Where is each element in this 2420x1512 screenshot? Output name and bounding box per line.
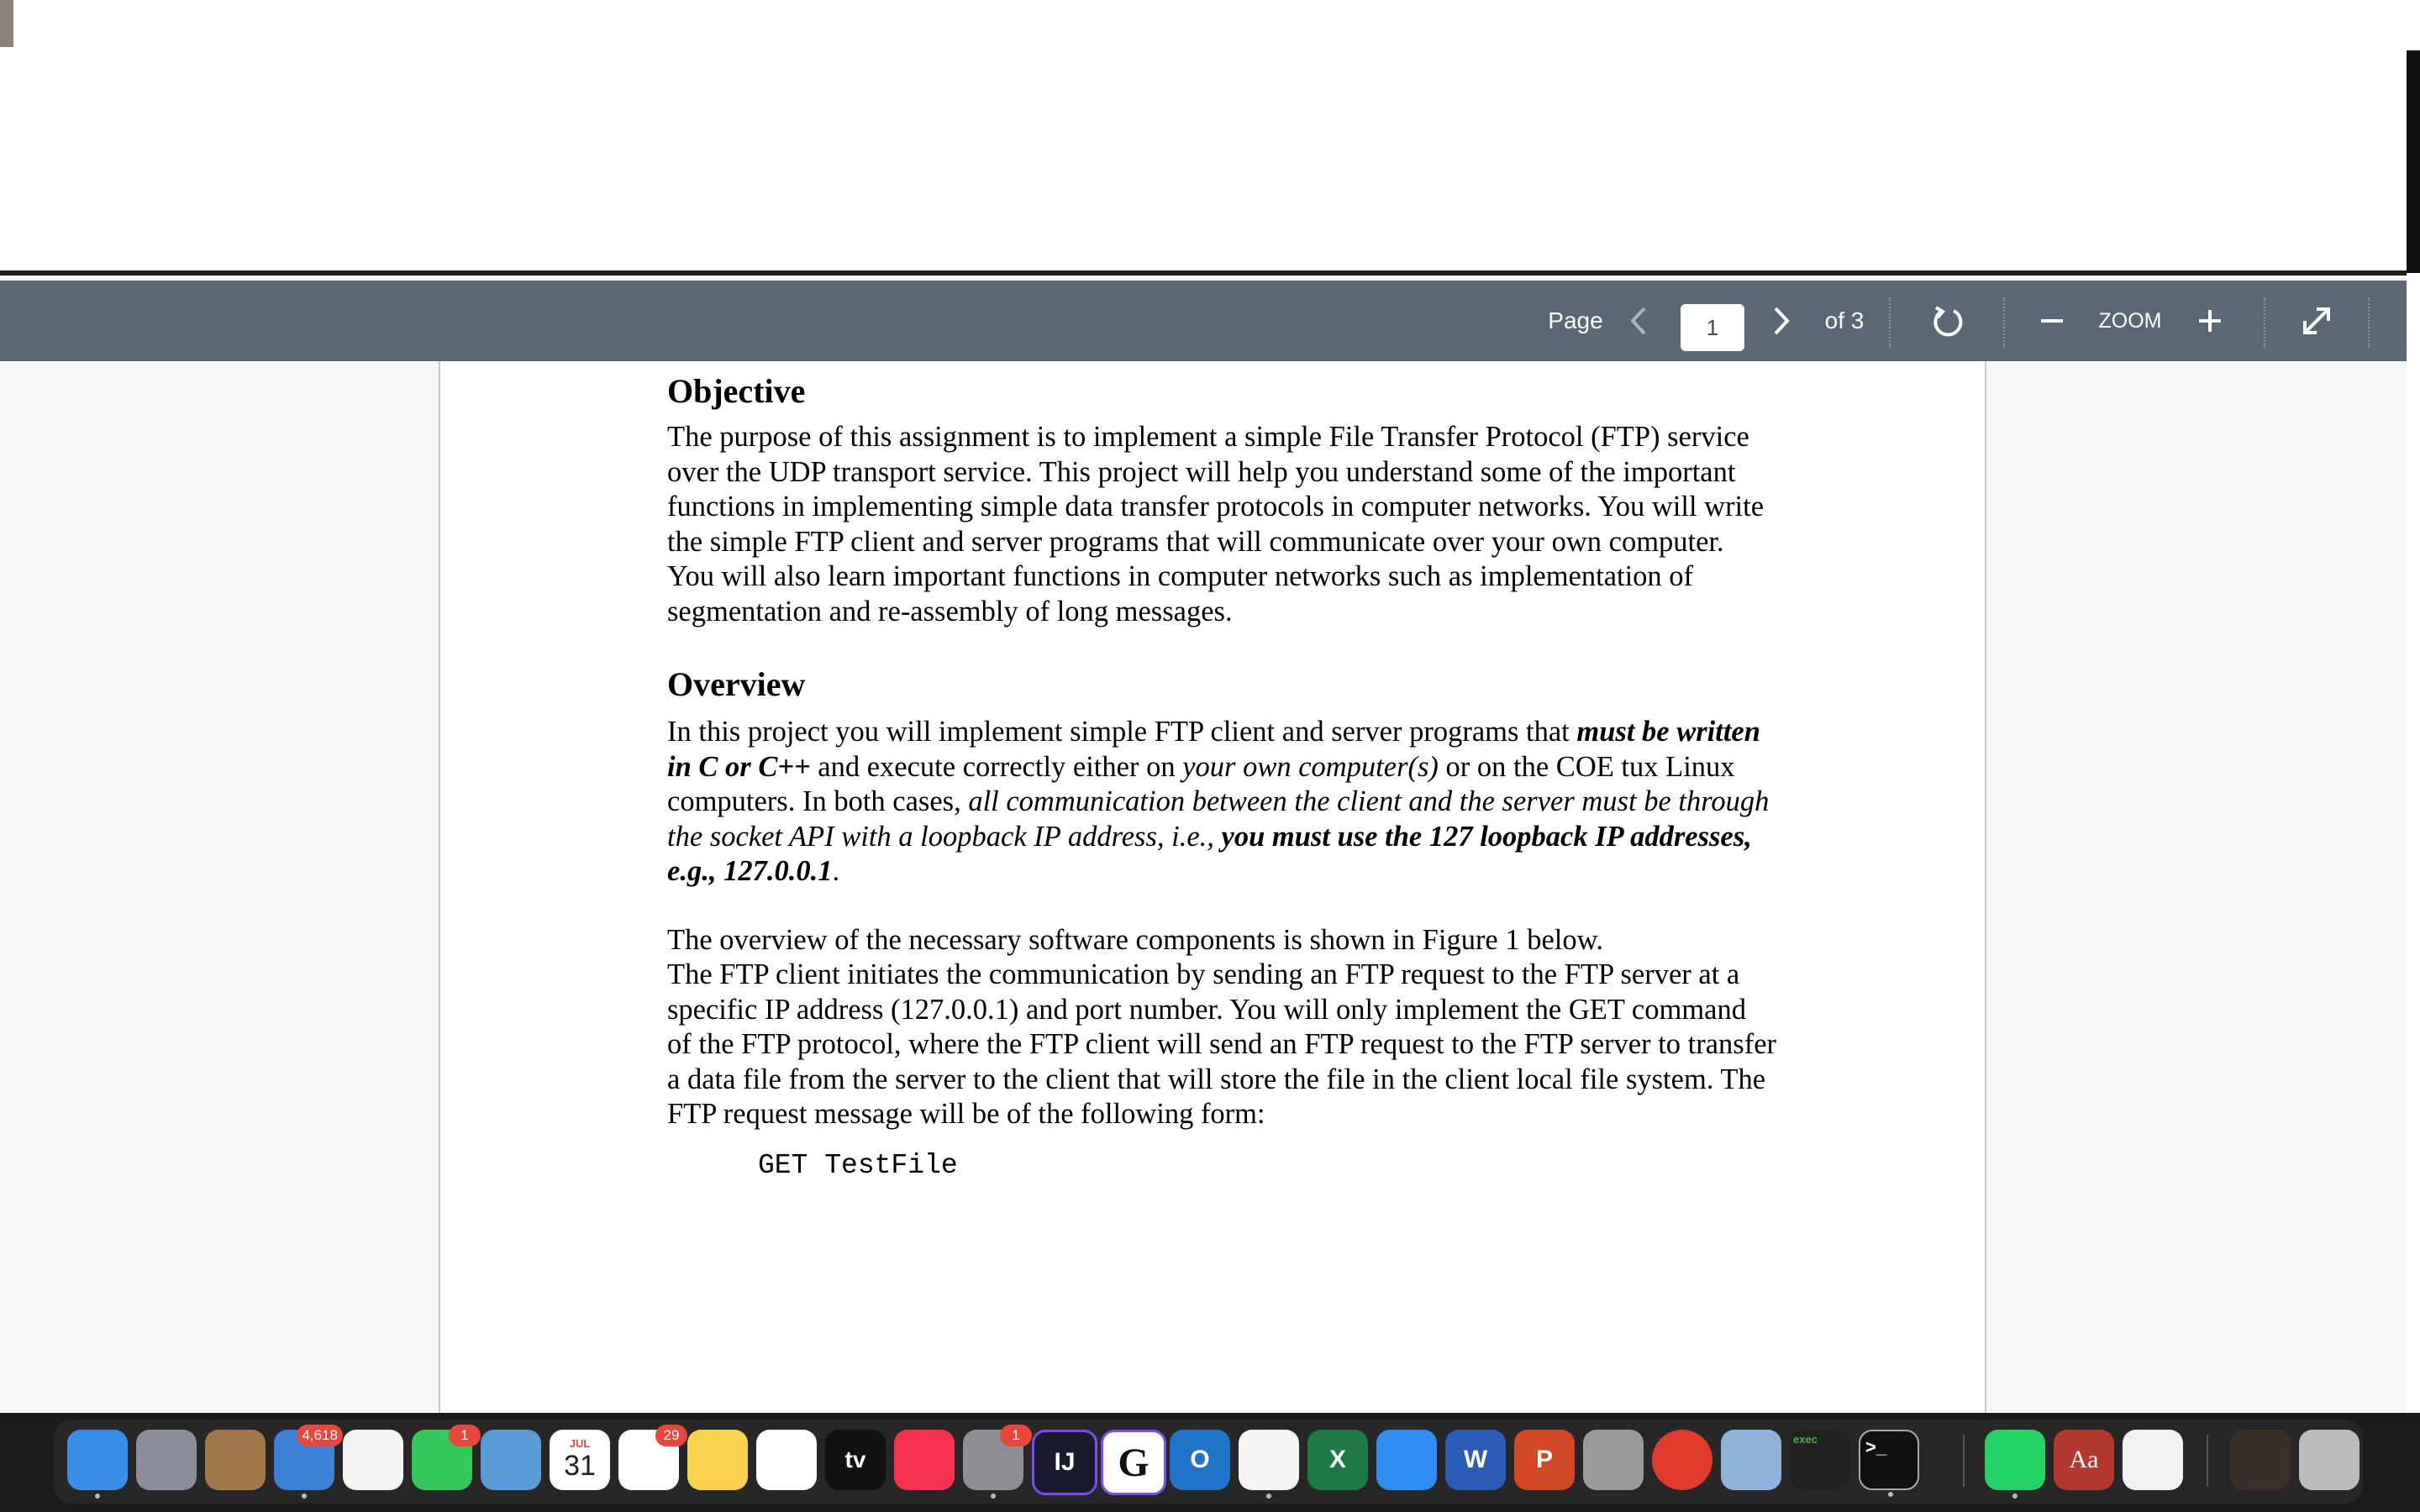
- pdf-toolbar: [0, 281, 2407, 361]
- preview-icon[interactable]: [1721, 1430, 1781, 1490]
- reminders-icon[interactable]: [618, 1427, 680, 1490]
- calendar-icon[interactable]: JUL 31: [550, 1430, 610, 1490]
- database-icon[interactable]: [1583, 1430, 1644, 1490]
- outlook-icon[interactable]: O: [1170, 1430, 1230, 1490]
- overview-heading: Overview: [667, 665, 806, 703]
- mail-icon[interactable]: [274, 1427, 338, 1490]
- media-player-icon[interactable]: [1652, 1430, 1712, 1490]
- page-number-input[interactable]: [1681, 304, 1744, 351]
- textedit-icon[interactable]: [2123, 1430, 2183, 1490]
- page-total: of 3: [1824, 307, 1865, 333]
- software-overview-line: The overview of the necessary software components is shown in Figure 1 below.: [667, 923, 1603, 956]
- next-page-button[interactable]: [1765, 281, 1798, 361]
- notes-icon[interactable]: [687, 1430, 748, 1490]
- excel-icon[interactable]: X: [1307, 1430, 1368, 1490]
- maps-icon[interactable]: [481, 1430, 541, 1490]
- powerpoint-icon[interactable]: P: [1514, 1430, 1575, 1490]
- finder-icon[interactable]: [67, 1430, 128, 1490]
- objective-heading: Objective: [667, 372, 806, 410]
- system-settings-icon[interactable]: [963, 1427, 1023, 1490]
- overview-paragraph: In this project you will implement simple FTP client and server programs that must be written in C or C++ and execute correctly either on your own computer(s) or on the COE tux Linux computers. In both cases, all communication between the client and the server must be through the socket API with a loopback IP address, i.e., you must use the 127 loopback IP addresses, e.g., 127.0.0.1.: [667, 716, 1770, 887]
- reminders-badge: 29: [655, 1425, 687, 1446]
- exec-icon[interactable]: exec: [1790, 1430, 1850, 1490]
- intellij-icon[interactable]: IJ: [1032, 1430, 1097, 1495]
- mail-badge: 4,618: [297, 1425, 343, 1446]
- settings-badge: 1: [1000, 1425, 1032, 1446]
- chevron-left-icon: [1629, 306, 1648, 336]
- code-example: GET TestFile: [758, 1149, 958, 1181]
- minus-icon: [2039, 308, 2065, 333]
- desktop-thumbnail: [0, 0, 13, 47]
- music-icon[interactable]: [894, 1430, 955, 1490]
- trash-icon[interactable]: [2299, 1430, 2360, 1490]
- toolbar-divider: [2003, 297, 2005, 348]
- grammarly-icon[interactable]: G: [1101, 1430, 1166, 1495]
- plus-icon: [2197, 308, 2223, 333]
- toolbar-divider: [1889, 297, 1891, 348]
- rotate-button[interactable]: [1928, 281, 1968, 361]
- freeform-icon[interactable]: [756, 1430, 817, 1490]
- terminal-icon[interactable]: >_: [1859, 1430, 1919, 1490]
- dock: [54, 1420, 2363, 1504]
- zoom-label: ZOOM: [2098, 308, 2162, 333]
- expand-icon: [2300, 304, 2333, 338]
- safari-icon[interactable]: [1376, 1430, 1437, 1490]
- objective-paragraph: The purpose of this assignment is to implement a simple File Transfer Protocol (FTP) service over the UDP transport service. This project will help you understand some of the important functions in implementing simple data transfer protocols in computer networks. You will write the simple FTP client and server programs that will communicate over your own computer. You will also learn important functions in computer networks such as implementation of segmentation and re-assembly of long messages.: [667, 421, 1765, 627]
- document-content: [667, 361, 1776, 1184]
- zoom-out-button[interactable]: [2037, 281, 2067, 361]
- word-icon[interactable]: W: [1445, 1430, 1506, 1490]
- launchpad-icon[interactable]: [136, 1430, 197, 1490]
- toolbar-divider: [2368, 297, 2370, 348]
- chevron-right-icon: [1772, 306, 1791, 336]
- facetime-badge: 1: [449, 1425, 481, 1446]
- chrome-icon[interactable]: [1239, 1430, 1299, 1490]
- zoom-in-button[interactable]: [2195, 281, 2225, 361]
- rotate-icon: [1931, 304, 1965, 338]
- facetime-icon[interactable]: [412, 1427, 472, 1490]
- toolbar-divider: [2264, 297, 2265, 348]
- previous-page-button[interactable]: [1622, 281, 1655, 361]
- apple-tv-icon[interactable]: tv: [825, 1430, 886, 1490]
- ftp-client-paragraph: The FTP client initiates the communication by sending an FTP request to the FTP server at a specific IP address (127.0.0.1) and port number. You will only implement the GET command of the FTP protocol, where the FTP client will send an FTP request to the FTP server to transfer a data file from the server to the client that will store the file in the client local file system. The FTP request message will be of the following form:: [667, 958, 1777, 1130]
- pdf-page: [439, 361, 1986, 1418]
- dock-divider: [1963, 1435, 1965, 1487]
- fullscreen-button[interactable]: [2297, 281, 2336, 361]
- contacts-icon[interactable]: [205, 1430, 266, 1490]
- page-label: Page: [1548, 307, 1603, 333]
- window-edge: [2407, 50, 2420, 273]
- whatsapp-icon[interactable]: [1985, 1430, 2045, 1490]
- photos-icon[interactable]: [343, 1430, 403, 1490]
- pdf-viewer: [0, 270, 2407, 1418]
- recent-window-icon[interactable]: [2230, 1430, 2291, 1490]
- dictionary-icon[interactable]: Aa: [2054, 1430, 2114, 1490]
- dock-divider: [2207, 1435, 2208, 1487]
